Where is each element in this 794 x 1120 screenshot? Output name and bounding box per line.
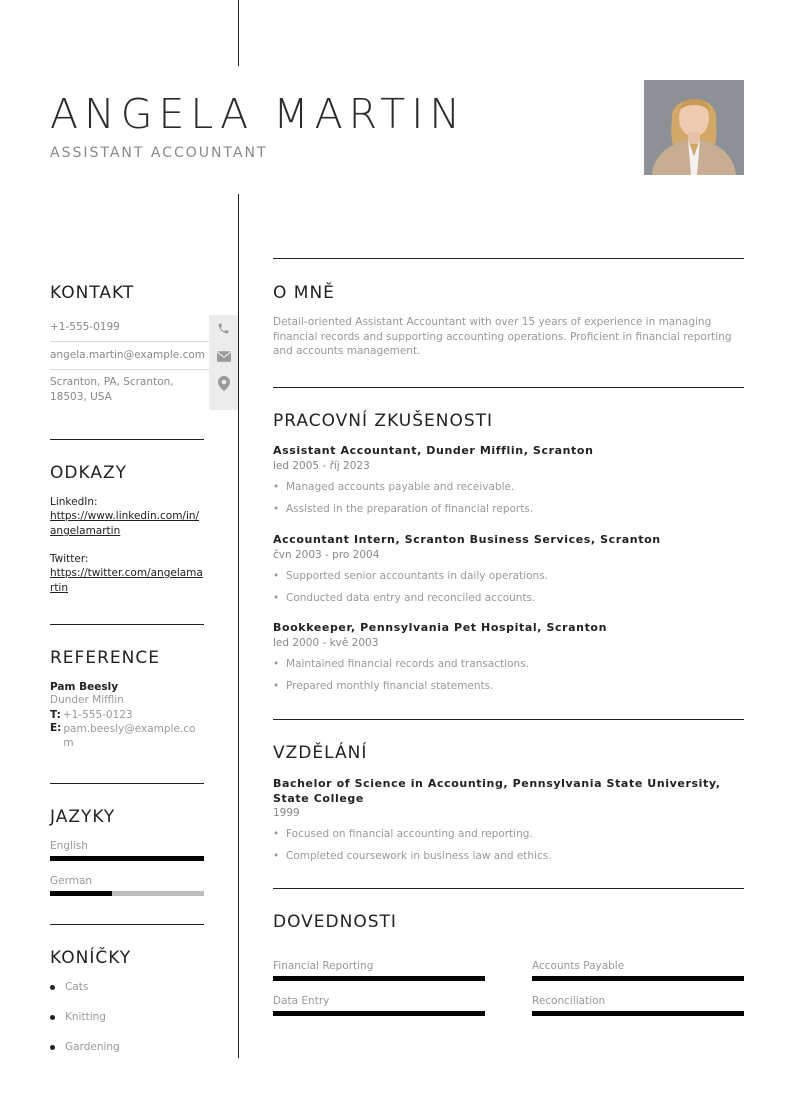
experience-heading: PRACOVNÍ ZKUŠENOSTI bbox=[273, 411, 494, 431]
education-entry bbox=[273, 776, 744, 863]
hobby-label: Cats bbox=[65, 981, 89, 993]
skill-level-bar bbox=[532, 1011, 744, 1016]
profile-photo bbox=[644, 80, 744, 175]
bullet-dot bbox=[50, 1015, 55, 1020]
job-bullet: • Managed accounts payable and receivable. bbox=[273, 480, 744, 494]
reference-heading: REFERENCE bbox=[50, 648, 160, 668]
education-bullet: • Completed coursework in business law and ethics. bbox=[273, 849, 744, 863]
divider bbox=[273, 719, 744, 720]
education-year: 1999 bbox=[273, 807, 300, 819]
reference-email bbox=[50, 722, 204, 750]
about-text: Detail-oriented Assistant Accountant with over 15 years of experience in managing financial records and supporting accounting operations. Proficient in financial reporting and accounts management. bbox=[273, 316, 732, 357]
divider bbox=[273, 888, 744, 889]
language-level-fill bbox=[50, 891, 112, 896]
job-entry bbox=[273, 444, 744, 516]
resume-job-title: ASSISTANT ACCOUNTANT bbox=[50, 145, 268, 161]
top-divider-line bbox=[238, 0, 239, 66]
job-bullet: • Maintained financial records and transactions. bbox=[273, 657, 744, 671]
bullet-dot bbox=[50, 985, 55, 990]
twitter-link[interactable]: https://twitter.com/angelamartin bbox=[50, 567, 203, 594]
hobby-label: Gardening bbox=[65, 1041, 120, 1053]
job-entry bbox=[273, 533, 744, 605]
reference-email-key: E: bbox=[50, 722, 62, 734]
education-degree: Bachelor of Science in Accounting, Pennsylvania State University, State College bbox=[273, 777, 721, 805]
resume-name: ANGELA MARTIN bbox=[50, 90, 466, 138]
skill-name: Data Entry bbox=[273, 995, 330, 1007]
skill-name: Reconciliation bbox=[532, 995, 606, 1007]
divider bbox=[50, 624, 204, 625]
job-title: Accountant Intern, Scranton Business Services, Scranton bbox=[273, 533, 661, 546]
bullet-dot bbox=[50, 1045, 55, 1050]
reference-phone-value: +1-555-0123 bbox=[62, 709, 133, 721]
job-date: led 2000 - kvě 2003 bbox=[273, 637, 379, 649]
job-bullet: • Prepared monthly financial statements. bbox=[273, 679, 744, 693]
divider bbox=[273, 258, 744, 259]
contact-address bbox=[50, 375, 180, 405]
reference-block bbox=[50, 681, 204, 750]
hobby-item bbox=[50, 981, 88, 993]
job-bullet: • Conducted data entry and reconciled accounts. bbox=[273, 591, 744, 605]
skill-level-bar bbox=[273, 976, 485, 981]
link-item-linkedin bbox=[50, 496, 204, 539]
linkedin-link[interactable]: https://www.linkedin.com/in/angelamartin bbox=[50, 510, 200, 537]
reference-phone bbox=[50, 709, 204, 721]
job-title: Bookkeeper, Pennsylvania Pet Hospital, Scranton bbox=[273, 621, 608, 634]
skills-heading: DOVEDNOSTI bbox=[273, 912, 397, 932]
divider bbox=[50, 924, 204, 925]
hobby-item bbox=[50, 1011, 106, 1023]
link-label: LinkedIn: bbox=[50, 496, 98, 508]
job-entry bbox=[273, 621, 744, 693]
contact-icon-column bbox=[209, 315, 238, 410]
column-divider-line bbox=[238, 194, 239, 1058]
link-item-twitter bbox=[50, 553, 204, 596]
hobby-item bbox=[50, 1041, 120, 1053]
education-heading: VZDĚLÁNÍ bbox=[273, 743, 368, 763]
reference-email-value: pam.beesly@example.com bbox=[63, 723, 196, 749]
languages-heading: JAZYKY bbox=[50, 807, 116, 827]
language-level-bar bbox=[50, 856, 204, 861]
contact-heading: KONTAKT bbox=[50, 283, 135, 303]
education-bullet: • Focused on financial accounting and reporting. bbox=[273, 827, 744, 841]
language-name: English bbox=[50, 840, 88, 852]
skill-name: Financial Reporting bbox=[273, 960, 374, 972]
skill-level-bar bbox=[532, 976, 744, 981]
job-bullet: • Supported senior accountants in daily operations. bbox=[273, 569, 744, 583]
hobbies-heading: KONÍČKY bbox=[50, 948, 132, 968]
language-level-bar bbox=[50, 891, 204, 896]
skill-name: Accounts Payable bbox=[532, 960, 625, 972]
job-title: Assistant Accountant, Dunder Mifflin, Scranton bbox=[273, 444, 594, 457]
language-name: German bbox=[50, 875, 93, 887]
phone-icon bbox=[209, 315, 238, 342]
divider bbox=[50, 783, 204, 784]
reference-phone-key: T: bbox=[50, 709, 61, 721]
skill-level-bar bbox=[273, 1011, 485, 1016]
links-heading: ODKAZY bbox=[50, 463, 127, 483]
link-label: Twitter: bbox=[50, 553, 89, 565]
envelope-icon bbox=[209, 343, 238, 370]
contact-email-text: angela.martin@example.com bbox=[50, 349, 206, 361]
location-pin-icon bbox=[209, 370, 238, 397]
job-bullet: • Assisted in the preparation of financial reports. bbox=[273, 502, 744, 516]
job-date: čvn 2003 - pro 2004 bbox=[273, 549, 380, 561]
about-heading: O MNĚ bbox=[273, 283, 335, 303]
language-level-fill bbox=[50, 856, 204, 861]
reference-company: Dunder Mifflin bbox=[50, 694, 124, 706]
contact-phone-text: +1-555-0199 bbox=[50, 321, 120, 333]
divider bbox=[50, 439, 204, 440]
reference-name: Pam Beesly bbox=[50, 681, 119, 693]
job-date: led 2005 - říj 2023 bbox=[273, 460, 370, 472]
divider bbox=[273, 387, 744, 388]
hobby-label: Knitting bbox=[65, 1011, 106, 1023]
contact-address-text: Scranton, PA, Scranton, 18503, USA bbox=[50, 376, 174, 403]
